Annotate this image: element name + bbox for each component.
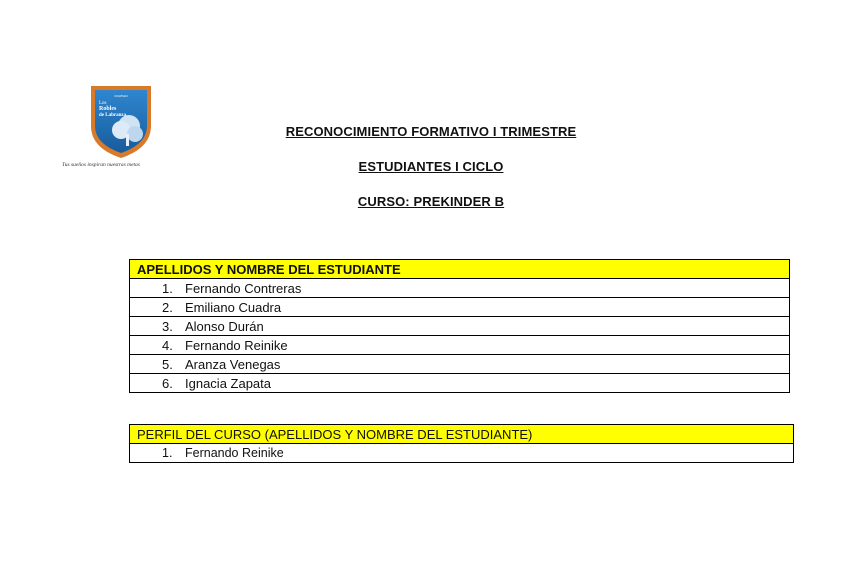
student-name: Fernando Reinike bbox=[185, 446, 284, 460]
school-motto: Tus sueños inspiran nuestras metas bbox=[62, 162, 140, 168]
logo-line-2: Robles bbox=[99, 106, 117, 112]
table-row bbox=[130, 355, 790, 374]
profile-table-header: PERFIL DEL CURSO (APELLIDOS Y NOMBRE DEL ESTUDIANTE) bbox=[130, 425, 794, 444]
profile-table bbox=[129, 424, 794, 463]
student-name: Fernando Contreras bbox=[185, 280, 302, 296]
student-name: Emiliano Cuadra bbox=[185, 299, 282, 315]
row-number: 4. bbox=[162, 337, 173, 353]
student-name: Aranza Venegas bbox=[185, 356, 281, 372]
logo-top-text: COLEGIO bbox=[114, 94, 128, 98]
student-name: Ignacia Zapata bbox=[185, 375, 272, 391]
row-number: 3. bbox=[162, 318, 173, 334]
table-row bbox=[130, 336, 790, 355]
row-number: 2. bbox=[162, 299, 173, 315]
table-row bbox=[130, 317, 790, 336]
table-row bbox=[130, 298, 790, 317]
logo-line-1: Los bbox=[99, 101, 107, 106]
title-curso: CURSO: PREKINDER B bbox=[357, 194, 505, 209]
title-estudiantes: ESTUDIANTES I CICLO bbox=[358, 159, 504, 174]
students-table bbox=[129, 259, 790, 393]
logo-line-3: de Labranza bbox=[99, 113, 127, 118]
school-crest-icon bbox=[87, 82, 155, 160]
student-name: Alonso Durán bbox=[185, 318, 264, 334]
table-row bbox=[130, 444, 794, 463]
students-table-header: APELLIDOS Y NOMBRE DEL ESTUDIANTE bbox=[130, 260, 790, 279]
student-name: Fernando Reinike bbox=[185, 337, 288, 353]
row-number: 1. bbox=[162, 280, 173, 296]
row-number: 5. bbox=[162, 356, 173, 372]
table-row bbox=[130, 279, 790, 298]
row-number: 1. bbox=[162, 446, 173, 460]
table-row bbox=[130, 374, 790, 393]
title-reconocimiento: RECONOCIMIENTO FORMATIVO I TRIMESTRE bbox=[285, 124, 577, 139]
row-number: 6. bbox=[162, 375, 173, 391]
